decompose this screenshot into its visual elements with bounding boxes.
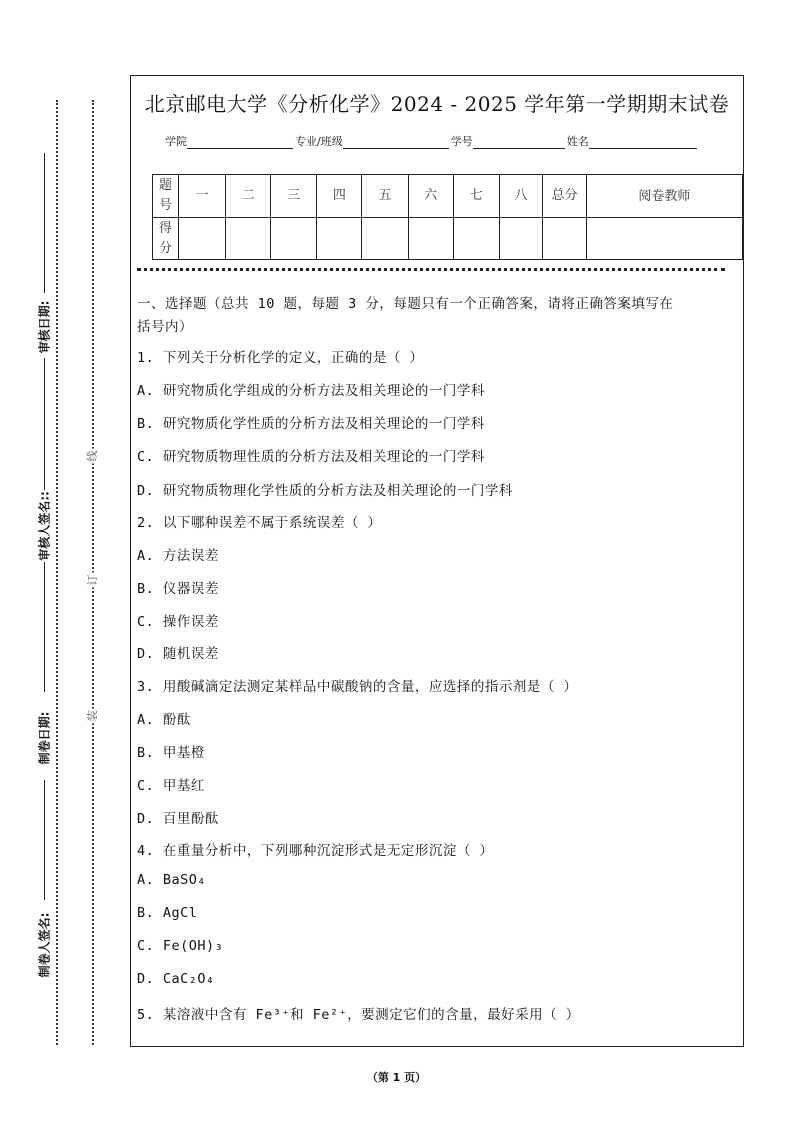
student-id-label: 学号 <box>450 135 473 148</box>
signature-line <box>44 562 45 692</box>
score-cell[interactable] <box>586 218 742 260</box>
binding-mark-staple: 订 <box>86 574 99 586</box>
option: B. 甲基橙 <box>137 745 205 761</box>
header-cell: 五 <box>362 175 408 218</box>
score-cell[interactable] <box>226 218 271 260</box>
question-stem: 5. 某溶液中含有 Fe³⁺和 Fe²⁺，要测定它们的含量，最好采用（ ） <box>137 1007 580 1023</box>
option: D. 随机误差 <box>137 646 219 662</box>
binding-mark-line: 线 <box>86 450 99 462</box>
student-id-field[interactable] <box>473 136 565 149</box>
option: A. 酚酞 <box>137 712 191 728</box>
option: A. 研究物质化学组成的分析方法及相关理论的一门学科 <box>137 383 485 399</box>
preparer-signature-label: 制卷人签名: <box>37 912 52 978</box>
section-heading: 一、选择题（总共 10 题，每题 3 分，每题只有一个正确答案，请将正确答案填写在 <box>137 296 674 312</box>
score-table <box>152 174 743 260</box>
option: C. 操作误差 <box>137 614 219 630</box>
reviewer-signature-label: 审核人签名:: <box>37 491 52 561</box>
option: D. CaC₂O₄ <box>137 971 215 987</box>
review-date-label: 审核日期: <box>37 300 52 354</box>
option: C. 研究物质物理性质的分析方法及相关理论的一门学科 <box>137 449 485 465</box>
header-cell: 八 <box>499 175 542 218</box>
option: A. 方法误差 <box>137 548 219 564</box>
option: B. 仪器误差 <box>137 581 219 597</box>
score-cell[interactable] <box>499 218 542 260</box>
signature-line <box>44 358 45 490</box>
row-label: 得分 <box>153 218 179 260</box>
question-stem: 2. 以下哪种误差不属于系统误差（ ） <box>137 515 382 531</box>
prepare-date-label: 制卷日期: <box>37 711 52 765</box>
major-label: 专业/班级 <box>295 135 343 148</box>
header-cell: 三 <box>271 175 317 218</box>
option: B. AgCl <box>137 905 198 921</box>
option: D. 百里酚酞 <box>137 811 219 827</box>
name-field[interactable] <box>589 136 697 149</box>
option: B. 研究物质化学性质的分析方法及相关理论的一门学科 <box>137 416 485 432</box>
header-cell: 七 <box>453 175 499 218</box>
student-info-row <box>165 133 699 149</box>
question-stem: 4. 在重量分析中，下列哪种沉淀形式是无定形沉淀（ ） <box>137 843 494 859</box>
option: A. BaSO₄ <box>137 872 207 888</box>
header-cell: 一 <box>179 175 226 218</box>
margin-dotted-line-outer <box>56 100 58 1045</box>
separator-dotted <box>137 268 725 271</box>
name-label: 姓名 <box>566 135 589 148</box>
score-cell[interactable] <box>362 218 408 260</box>
college-label: 学院 <box>165 135 187 148</box>
binding-mark-bind: 装 <box>86 710 99 722</box>
page-number: （第 1 页） <box>366 1071 427 1084</box>
major-field[interactable] <box>343 136 449 149</box>
option: C. 甲基红 <box>137 778 205 794</box>
header-cell: 四 <box>317 175 362 218</box>
score-cell[interactable] <box>408 218 453 260</box>
score-cell[interactable] <box>543 218 586 260</box>
header-cell: 总分 <box>543 175 586 218</box>
college-field[interactable] <box>187 136 293 149</box>
option: D. 研究物质物理化学性质的分析方法及相关理论的一门学科 <box>137 483 513 499</box>
header-cell: 阅卷教师 <box>586 175 742 218</box>
score-cell[interactable] <box>453 218 499 260</box>
option: C. Fe(OH)₃ <box>137 938 224 954</box>
header-cell: 二 <box>226 175 271 218</box>
score-cell[interactable] <box>317 218 362 260</box>
exam-frame <box>130 75 744 1047</box>
signature-line <box>44 153 45 293</box>
score-cell[interactable] <box>179 218 226 260</box>
page-title: 北京邮电大学《分析化学》2024 - 2025 学年第一学期期末试卷 <box>144 92 730 116</box>
row-label: 题号 <box>153 175 179 218</box>
question-stem: 3. 用酸碱滴定法测定某样品中碳酸钠的含量，应选择的指示剂是（ ） <box>137 679 578 695</box>
header-cell: 六 <box>408 175 453 218</box>
question-stem: 1. 下列关于分析化学的定义，正确的是（ ） <box>137 350 424 366</box>
score-cell[interactable] <box>271 218 317 260</box>
section-heading-cont: 括号内） <box>137 319 193 335</box>
signature-line <box>44 780 45 900</box>
